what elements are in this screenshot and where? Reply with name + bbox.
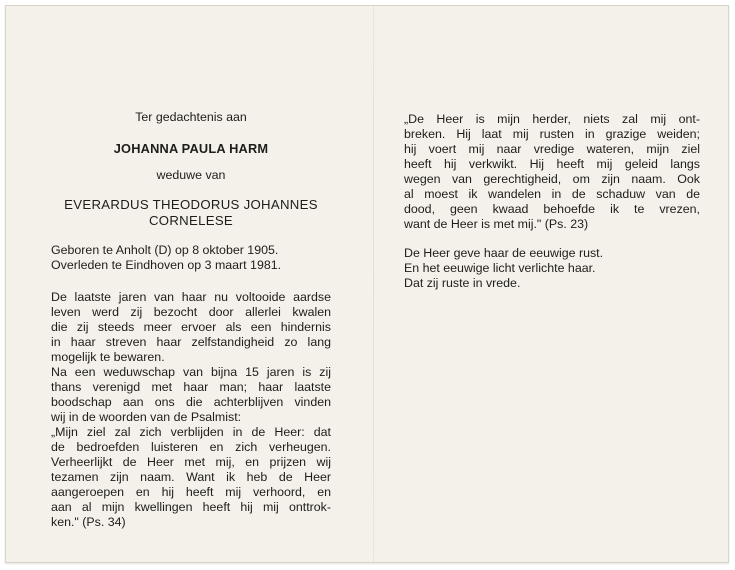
psalm-line: want de Heer is met mij." (Ps. 23) (404, 217, 589, 231)
paragraph-line: in haar streven haar zelfstandigheid zo lang (51, 335, 331, 349)
paragraph-line: de bedroefden luisteren en zich verheugen. (51, 440, 331, 454)
prayer-line: Dat zij ruste in vrede. (404, 276, 521, 290)
paragraph-line: boodschap aan ons die achterblijven vinden (51, 395, 331, 409)
psalm-line: heeft hij verkwikt. Hij heeft mij geleid langs (404, 157, 700, 171)
paragraph-line: ken." (Ps. 34) (51, 515, 126, 529)
paragraph-line: leven werd zij bezocht door allerlei kwalen (51, 305, 331, 319)
psalm-line: breken. Hij laat mij rusten in grazige weiden; (404, 127, 700, 141)
widow-of-text: weduwe van (156, 168, 226, 182)
paragraph-line: thans verenigd met haar man; haar laatste (51, 380, 331, 394)
psalm-line: al moest ik wandelen in de schaduw van de (404, 187, 700, 201)
husband-name (51, 197, 331, 229)
paragraph-line: die zij steeds meer ervoer als een hindernis (51, 320, 331, 334)
paragraph-line: „Mijn ziel zal zich verblijden in de Heer: dat (51, 425, 331, 439)
paragraph-line: Na een weduwschap van bijna 15 jaren is zij (51, 365, 331, 379)
psalm-line: „De Heer is mijn herder, niets zal mij ont- (404, 112, 700, 126)
birth-line: Geboren te Anholt (D) op 8 oktober 1905. (51, 243, 279, 257)
psalm-23-quote (404, 112, 700, 232)
paragraph-line: Verheerlijkt de Heer met mij, en prijzen wij (51, 455, 331, 469)
paragraph-line: mogelijk te bewaren. (51, 350, 165, 364)
death-line: Overleden te Eindhoven op 3 maart 1981. (51, 258, 282, 272)
memorial-paragraph (51, 290, 331, 530)
prayer-line: En het eeuwige licht verlichte haar. (404, 261, 596, 275)
prayer-line: De Heer geve haar de eeuwige rust. (404, 246, 604, 260)
paragraph-line: aangeroepen en hij heeft mij verhoord, en (51, 485, 331, 499)
closing-prayer (404, 246, 700, 291)
paragraph-line: De laatste jaren van haar nu voltooide aardse (51, 290, 331, 304)
husband-name-line: EVERARDUS THEODORUS JOHANNES (64, 197, 318, 212)
section-gap (404, 232, 700, 246)
psalm-line: hij voert mij naar vredige wateren, mijn ziel (404, 142, 700, 156)
paragraph-line: wij in de woorden van de Psalmist: (51, 410, 242, 424)
husband-name-line: CORNELESE (148, 213, 234, 228)
deceased-name: JOHANNA PAULA HARM (113, 141, 269, 156)
life-dates (51, 243, 331, 273)
intro-text: Ter gedachtenis aan (135, 110, 247, 124)
paragraph-line: tezamen zijn naam. Want ik heb de Heer (51, 470, 331, 484)
left-page (51, 110, 331, 530)
psalm-line: dood, geen kwaad behoefde ik te vrezen, (404, 202, 700, 216)
paragraph-line: aan al mijn kwellingen heeft hij mij onttrok- (51, 500, 331, 514)
right-page (404, 112, 700, 291)
psalm-line: wegen van gerechtigheid, om zijn naam. Ook (404, 172, 700, 186)
card-fold (373, 6, 374, 562)
